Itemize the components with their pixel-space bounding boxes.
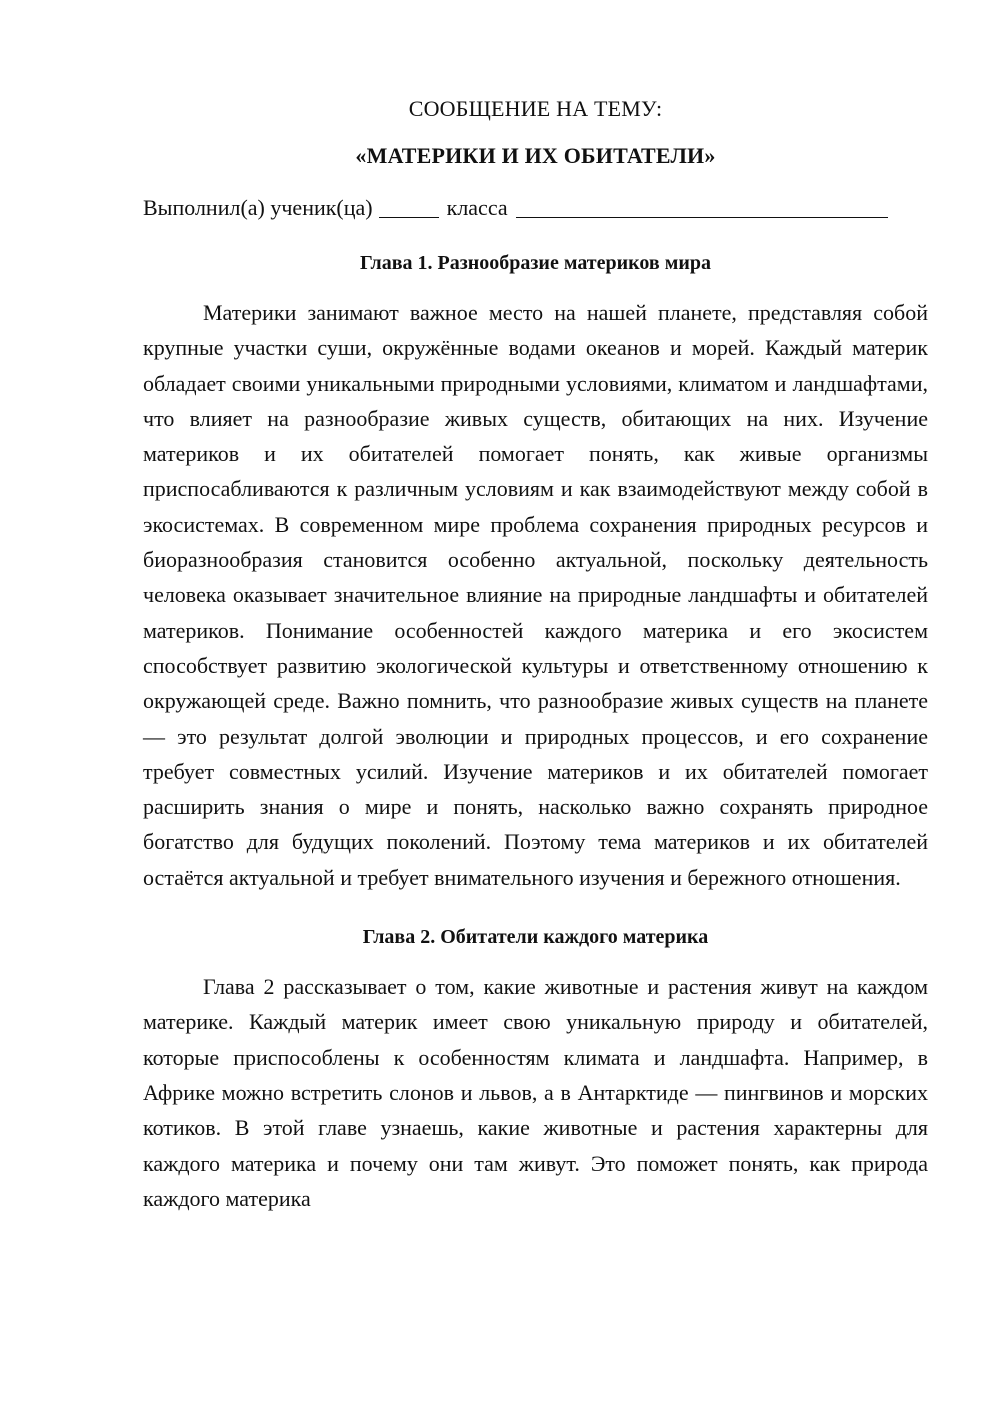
chapter-1-paragraph: Материки занимают важное место на нашей планете, представляя собой крупные участки суши, окружённые водами океанов и морей. Каждый материк обладает своими уникальными природными условиями, климатом и ландшафтами, что влияет на разнообразие живых существ, обитающих на них. Изучение материков и их обитателей помогает понять, как живые организмы приспосабливаются к различным условиям и как взаимодействуют между собой в экосистемах. В современном мире проблема сохранения природных ресурсов и биоразнообразия становится особенно актуальной, поскольку деятельность человека оказывает значительное влияние на природные ландшафты и обитателей материков. Понимание особенностей каждого материка и его экосистем способствует развитию экологической культуры и ответственному отношению к окружающей среде. Важно помнить, что разнообразие живых существ на планете — это результат долгой эволюции и природных процессов, и его сохранение требует совместных усилий. Изучение материков и их обитателей помогает расширить знания о мире и понять, насколько важно сохранять природное богатство для будущих поколений. Поэтому тема материков и их обитателей остаётся актуальной и требует внимательного изучения и бережного отношения. [143,300,928,890]
byline-prefix: Выполнил(а) ученик(ца) [143,195,373,220]
chapter-1-heading: Глава 1. Разнообразие материков мира [360,252,711,274]
document-title-line-2: «МАТЕРИКИ И ИХ ОБИТАТЕЛИ» [355,143,716,168]
chapter-2-heading: Глава 2. Обитатели каждого материка [362,926,709,949]
author-byline [143,191,928,225]
grade-blank [379,195,439,218]
name-blank [516,195,888,218]
byline-class-label: класса [446,195,508,220]
document-title-line-1: СООБЩЕНИЕ НА ТЕМУ: [408,96,663,121]
chapter-2-paragraph: Глава 2 рассказывает о том, какие животные и растения живут на каждом материке. Каждый материк имеет свою уникальную природу и обитателей, которые приспособлены к особенностям климата и ландшафта. Например, в Африке можно встретить слонов и львов, а в Антарктиде — пингвинов и морских котиков. В этой главе узнаешь, какие животные и растения характерны для каждого материка и почему они там живут. Это поможет понять, как природа каждого материка [143,974,928,1211]
document-page [143,92,928,1216]
